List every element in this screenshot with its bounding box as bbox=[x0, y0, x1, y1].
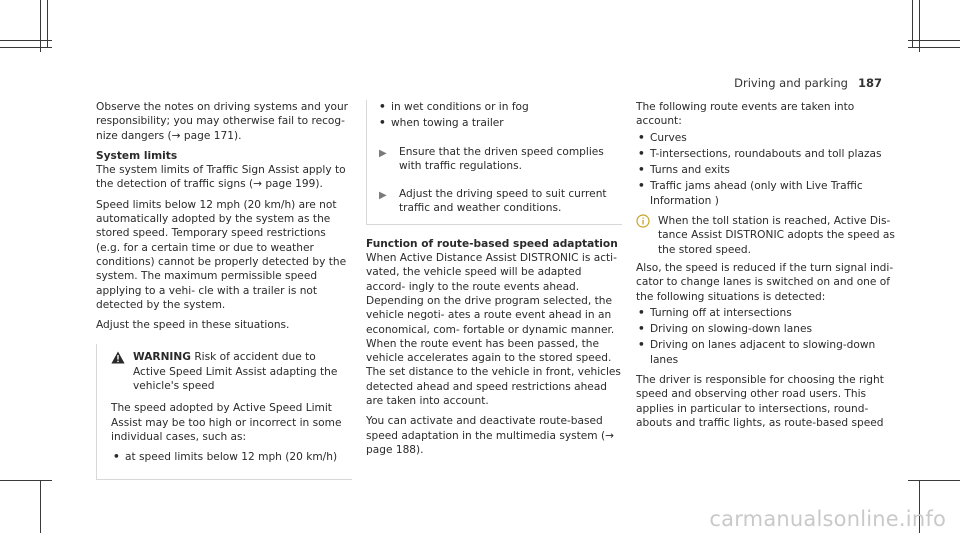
column-1 bbox=[96, 100, 352, 480]
warning-text: Risk of accident due to Active Speed Limit Assist adapting the vehicle's speed bbox=[133, 351, 338, 393]
speed-limits-paragraph: Speed limits below 12 mph (20 km/h) are not automatically adopted by the system as the stored speed. Temporary speed restrictions (e.g. for a certain time or due to weather conditions) cannot be properly detected by the system. The maximum permissible speed applying to a vehi- cle with a trailer is not detected by the system. bbox=[96, 198, 347, 311]
crop-mark bbox=[40, 480, 41, 533]
list-item: • in wet conditions or in fog bbox=[377, 100, 612, 114]
warning-list-continued bbox=[377, 100, 612, 131]
list-item: • when towing a trailer bbox=[377, 116, 612, 130]
list-item: • Driving on lanes adjacent to slowing-down lanes bbox=[636, 338, 898, 367]
crop-mark bbox=[0, 40, 52, 41]
also-paragraph: Also, the speed is reduced if the turn signal indi- cator to change lanes is switched on and one of the following situations is detected: bbox=[636, 261, 894, 303]
list-item: • T-intersections, roundabouts and toll plazas bbox=[636, 147, 898, 161]
crop-mark bbox=[912, 0, 913, 48]
list-item: • Turns and exits bbox=[636, 163, 898, 177]
list-item: • at speed limits below 12 mph (20 km/h) bbox=[111, 450, 342, 464]
info-note bbox=[636, 214, 898, 257]
warning-label: WARNING bbox=[133, 351, 191, 364]
info-icon bbox=[636, 214, 650, 232]
list-item: • Driving on slowing-down lanes bbox=[636, 322, 898, 336]
info-note-text: When the toll station is reached, Active Dis- tance Assist DISTRONIC adopts the speed as the stored speed. bbox=[658, 215, 895, 256]
situations-list bbox=[636, 306, 898, 367]
warning-header bbox=[111, 350, 342, 393]
list-item: • Traffic jams ahead (only with Live Traffic Information ) bbox=[636, 179, 898, 208]
crop-mark bbox=[0, 480, 52, 481]
list-item: • Curves bbox=[636, 131, 898, 145]
column-3 bbox=[636, 100, 898, 436]
crop-mark bbox=[908, 480, 960, 481]
warning-continuation-box bbox=[366, 100, 622, 225]
system-limits-text: The system limits of Traffic Sign Assist apply to the detection of traffic signs (→ page 199). bbox=[96, 164, 346, 191]
route-events-intro: The following route events are taken into account: bbox=[636, 101, 855, 128]
instruction-text: Adjust the driving speed to suit current traffic and weather conditions. bbox=[399, 188, 607, 215]
arrow-right-icon: ▶ bbox=[379, 190, 387, 202]
list-item: • Turning off at intersections bbox=[636, 306, 898, 320]
intro-paragraph: Observe the notes on driving systems and your responsibility; you may otherwise fail to recog- nize dangers (→ page 171). bbox=[96, 101, 349, 142]
crop-mark bbox=[908, 40, 960, 41]
watermark: carmanualsonline.info bbox=[709, 507, 946, 531]
instruction-text: Ensure that the driven speed complies with traffic regulations. bbox=[399, 145, 604, 172]
page-header bbox=[734, 76, 882, 90]
arrow-right-icon: ▶ bbox=[379, 147, 387, 159]
function-heading: Function of route-based speed adaptation bbox=[366, 237, 618, 250]
section-title: Driving and parking bbox=[734, 76, 848, 90]
function-paragraph: When Active Distance Assist DISTRONIC is acti- vated, the vehicle speed will be adapted accord- ingly to the route events ahead. Depending on the drive program selected, the vehicle negoti- ates a route event ahead in an economical, com- fortable or dynamic manner. When the route event has been passed, the vehicle accelerates again to the stored speed. The set distance to the vehicle in front, vehicles detected ahead and speed restrictions ahead are taken into account. bbox=[366, 252, 621, 408]
crop-mark bbox=[0, 47, 52, 48]
activate-paragraph: You can activate and deactivate route-based speed adaptation in the multimedia system (→ page 188). bbox=[366, 415, 615, 456]
crop-mark bbox=[908, 47, 960, 48]
crop-mark bbox=[47, 0, 48, 48]
crop-mark bbox=[40, 0, 41, 52]
warning-box bbox=[96, 344, 352, 479]
warning-icon bbox=[111, 351, 125, 368]
page-number: 187 bbox=[857, 76, 882, 90]
driver-paragraph: The driver is responsible for choosing the right speed and observing other road users. This applies in particular to intersections, round- abouts and traffic lights, as route-based speed bbox=[636, 374, 884, 429]
adjust-paragraph: Adjust the speed in these situations. bbox=[96, 319, 290, 332]
route-events-list bbox=[636, 131, 898, 208]
column-2 bbox=[366, 100, 622, 463]
instruction-item bbox=[377, 187, 612, 216]
warning-body: The speed adopted by Active Speed Limit Assist may be too high or incorrect in some individual cases, such as: bbox=[111, 402, 342, 443]
system-limits-heading: System limits bbox=[96, 149, 178, 162]
instruction-item bbox=[377, 145, 612, 174]
crop-mark bbox=[919, 0, 920, 52]
warning-list bbox=[111, 450, 342, 464]
